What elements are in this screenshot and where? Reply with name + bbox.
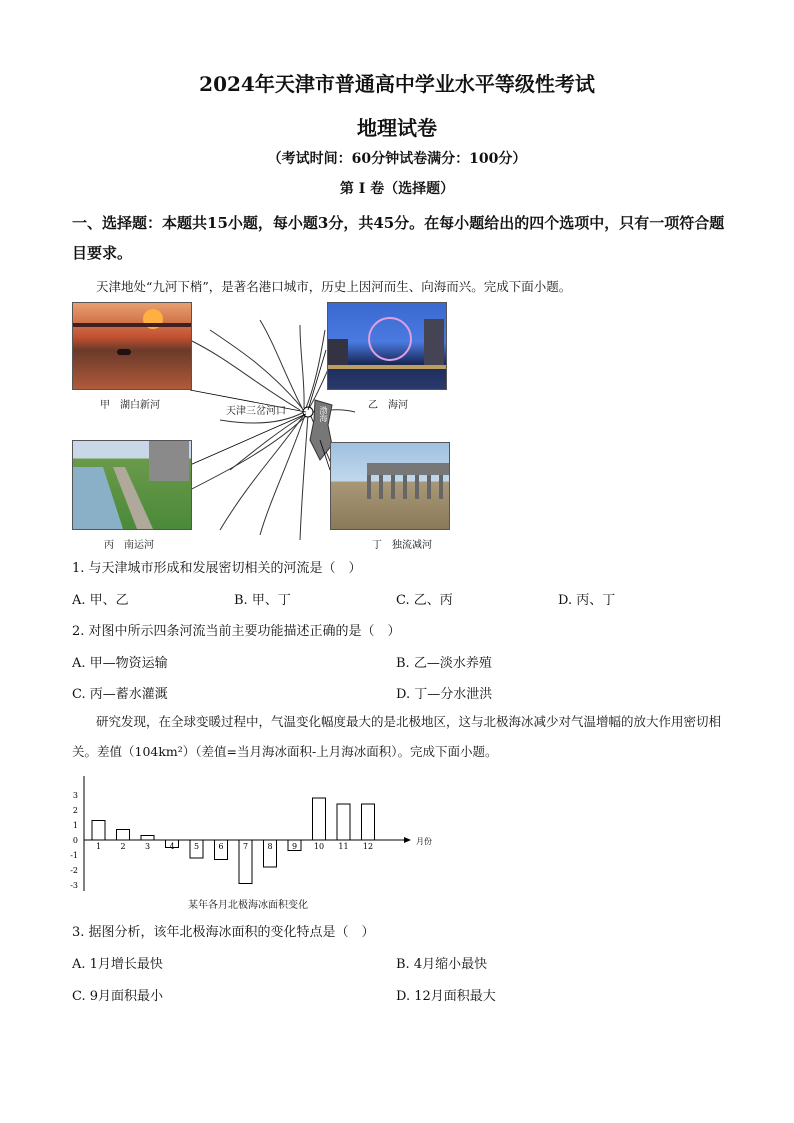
x-tick-label: 4: [169, 842, 175, 851]
x-tick-label: 10: [313, 842, 325, 851]
exam-info: （考试时间：60分钟试卷满分：100分）: [267, 151, 527, 167]
bar-month-11: [337, 804, 350, 840]
intro-text-1: 天津地处“九河下梢”，是著名港口城市，历史上因河而生、向海而兴。完成下面小题。: [96, 279, 572, 294]
x-tick-label: 1: [95, 842, 102, 851]
caption-yi: 乙 海河: [368, 400, 408, 411]
sea-label: 渤海: [319, 406, 328, 422]
question-2-option-a[interactable]: A. 甲—物资运输: [72, 656, 168, 671]
question-3-option-d[interactable]: D. 12月面积最大: [396, 989, 496, 1004]
question-2-option-c[interactable]: C. 丙—蓄水灌溉: [72, 687, 168, 702]
question-3-option-b[interactable]: B. 4月缩小最快: [396, 957, 488, 972]
question-3-stem: 3. 据图分析，该年北极海冰面积的变化特点是（ ）: [72, 925, 375, 940]
x-tick-label: 12: [362, 842, 374, 851]
y-tick-label: 2: [72, 806, 78, 815]
bar-month-2: [117, 830, 130, 841]
y-tick-label: -1: [70, 851, 78, 860]
map-label: 天津三岔河口: [226, 406, 286, 417]
exam-title: 2024年天津市普通高中学业水平等级性考试: [199, 72, 595, 96]
section-heading: 一、选择题：本题共15小题，每小题3分，共45分。在每小题给出的四个选项中，只有一项符合题目要求。: [72, 214, 725, 262]
part-heading: 第 I 卷（选择题）: [339, 181, 455, 197]
photo-ding: [330, 442, 450, 530]
photo-bing: [72, 440, 192, 530]
question-1-option-a[interactable]: A. 甲、乙: [72, 593, 129, 608]
x-tick-label: 7: [242, 842, 249, 851]
question-3-option-c[interactable]: C. 9月面积最小: [72, 989, 164, 1004]
x-tick-label: 6: [218, 842, 224, 851]
question-2-option-d[interactable]: D. 丁—分水泄洪: [396, 687, 493, 702]
chart-title: 某年各月北极海冰面积变化: [188, 900, 308, 911]
x-tick-label: 2: [120, 842, 126, 851]
question-3-option-a[interactable]: A. 1月增长最快: [72, 957, 163, 972]
bar-month-3: [141, 836, 154, 841]
bar-month-12: [362, 804, 375, 840]
question-1-option-b[interactable]: B. 甲、丁: [234, 593, 291, 608]
sea-ice-chart: [58, 772, 438, 912]
intro-text-2: 研究发现，在全球变暖过程中，气温变化幅度最大的是北极地区，这与北极海冰减少对气温增幅的放大作用密切相关。差值（104km²）（差值=当月海冰面积-上月海冰面积）。完成下面小题。: [72, 714, 722, 759]
y-tick-label: 1: [72, 821, 78, 830]
x-axis-arrow: [404, 837, 411, 843]
question-1-option-d[interactable]: D. 丙、丁: [558, 593, 616, 608]
y-tick-label: 0: [72, 836, 78, 845]
caption-bing: 丙 南运河: [104, 540, 154, 551]
caption-jia: 甲 湖白新河: [100, 400, 160, 411]
y-tick-label: 3: [72, 791, 78, 800]
y-tick-label: -2: [70, 866, 78, 875]
photo-yi: [327, 302, 447, 390]
x-tick-label: 3: [144, 842, 151, 851]
subject-title: 地理试卷: [357, 116, 437, 140]
x-tick-label: 9: [291, 842, 298, 851]
photo-jia: [72, 302, 192, 390]
question-1-stem: 1. 与天津城市形成和发展密切相关的河流是（ ）: [72, 561, 362, 576]
question-2-stem: 2. 对图中所示四条河流当前主要功能描述正确的是（ ）: [72, 624, 401, 639]
question-2-option-b[interactable]: B. 乙—淡水养殖: [396, 656, 492, 671]
bar-month-10: [313, 798, 326, 840]
x-tick-label: 5: [193, 842, 200, 851]
x-axis-label: 月份: [416, 837, 432, 846]
x-tick-label: 8: [267, 842, 273, 851]
x-tick-label: 11: [338, 842, 349, 851]
caption-ding: 丁 独流减河: [372, 540, 432, 551]
question-1-option-c[interactable]: C. 乙、丙: [396, 593, 453, 608]
bar-month-1: [92, 821, 105, 841]
y-tick-label: -3: [70, 881, 78, 890]
